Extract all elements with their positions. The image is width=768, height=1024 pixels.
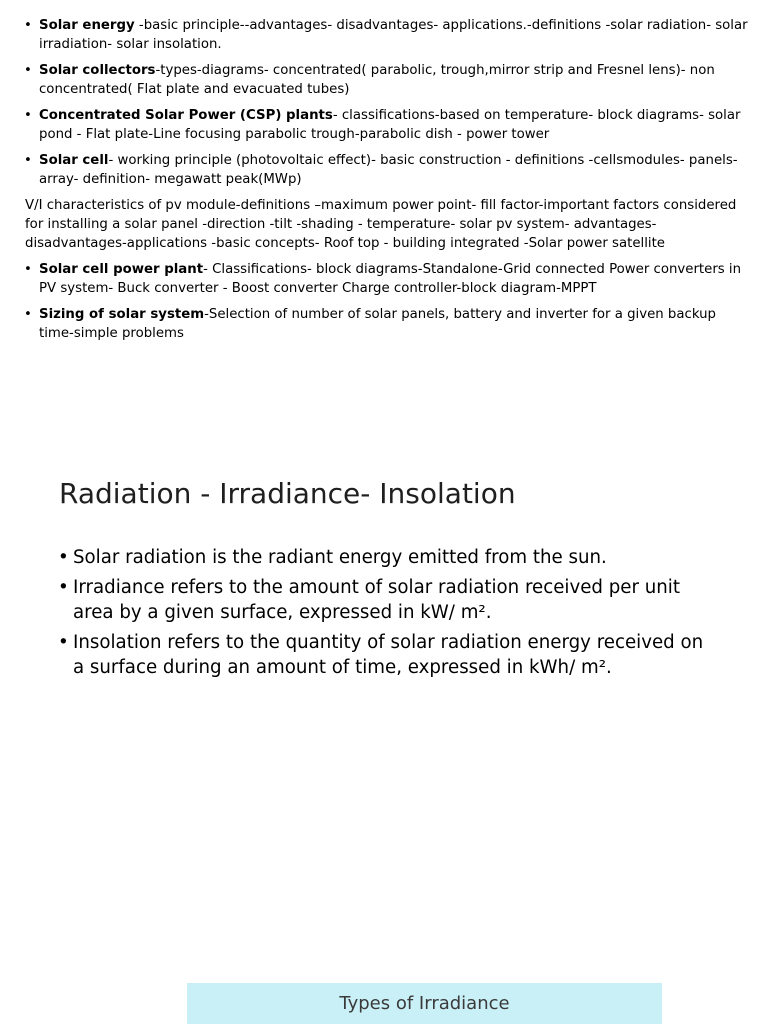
- item-heading: Solar cell: [39, 153, 109, 168]
- bullet-icon: •: [58, 577, 69, 598]
- definition-text: Solar radiation is the radiant energy emitted from the sun.: [73, 547, 607, 568]
- item-heading: Solar collectors: [39, 63, 156, 78]
- item-text: -Selection of number of solar panels, battery and inverter for a given backup time-simple problems: [39, 307, 716, 341]
- bullet-icon: •: [24, 153, 32, 168]
- item-text: - classifications-based on temperature- block diagrams- solar pond - Flat plate-Line focusing parabolic trough-parabolic dish - power tower: [39, 108, 741, 142]
- item-text: - working principle (photovoltaic effect)- basic construction - definitions -cellsmodules- panels-array- definition- megawatt peak(MWp): [39, 153, 738, 187]
- list-item: [0, 61, 768, 99]
- item-text: - Classifications- block diagrams-Standalone-Grid connected Power converters in PV system- Buck converter - Boost converter Charge controller-block diagram-MPPT: [39, 262, 742, 296]
- list-item: [0, 260, 768, 298]
- bullet-icon: •: [24, 63, 32, 78]
- bullet-icon: •: [24, 307, 32, 322]
- definition-list: [0, 545, 768, 680]
- bullet-icon: •: [24, 18, 32, 33]
- list-item: [0, 630, 768, 680]
- item-heading: Solar energy: [39, 18, 135, 33]
- definition-text: Irradiance refers to the amount of solar radiation received per unit area by a given surface, expressed in kW/ m².: [73, 577, 680, 623]
- bullet-icon: •: [24, 262, 32, 277]
- list-item: [0, 575, 768, 625]
- syllabus-paragraph: V/I characteristics of pv module-definitions –maximum power point- fill factor-important factors considered for installing a solar panel -direction -tilt -shading - temperature- solar pv system- advantages- disadvantages-applications -basic concepts- Roof top - building integrated -Solar power satellite: [25, 198, 737, 251]
- item-text: -types-diagrams- concentrated( parabolic, trough,mirror strip and Fresnel lens)- non concentrated( Flat plate and evacuated tubes): [39, 63, 715, 97]
- slide-radiation: [0, 470, 768, 685]
- item-heading: Solar cell power plant: [39, 262, 204, 277]
- bullet-icon: •: [24, 108, 32, 123]
- list-item: [0, 545, 768, 570]
- syllabus-list-continued: [0, 260, 768, 343]
- item-heading: Concentrated Solar Power (CSP) plants: [39, 108, 333, 123]
- slide-title: Radiation - Irradiance- Insolation: [59, 477, 516, 510]
- definition-text: Insolation refers to the quantity of solar radiation energy received on a surface during an amount of time, expressed in kWh/ m².: [73, 632, 704, 678]
- bullet-icon: •: [58, 632, 69, 653]
- list-item: [0, 106, 768, 144]
- item-heading: Sizing of solar system: [39, 307, 205, 322]
- list-item: [0, 305, 768, 343]
- syllabus-list: [0, 0, 768, 189]
- list-item: [0, 151, 768, 189]
- slide-syllabus: [0, 0, 768, 390]
- list-item: [0, 16, 768, 54]
- item-text: -basic principle--advantages- disadvantages- applications.-definitions -solar radiation- solar irradiation- solar insolation.: [39, 18, 748, 52]
- types-of-irradiance-banner: [187, 983, 662, 1024]
- bullet-icon: •: [58, 547, 69, 568]
- banner-title: Types of Irradiance: [339, 993, 510, 1014]
